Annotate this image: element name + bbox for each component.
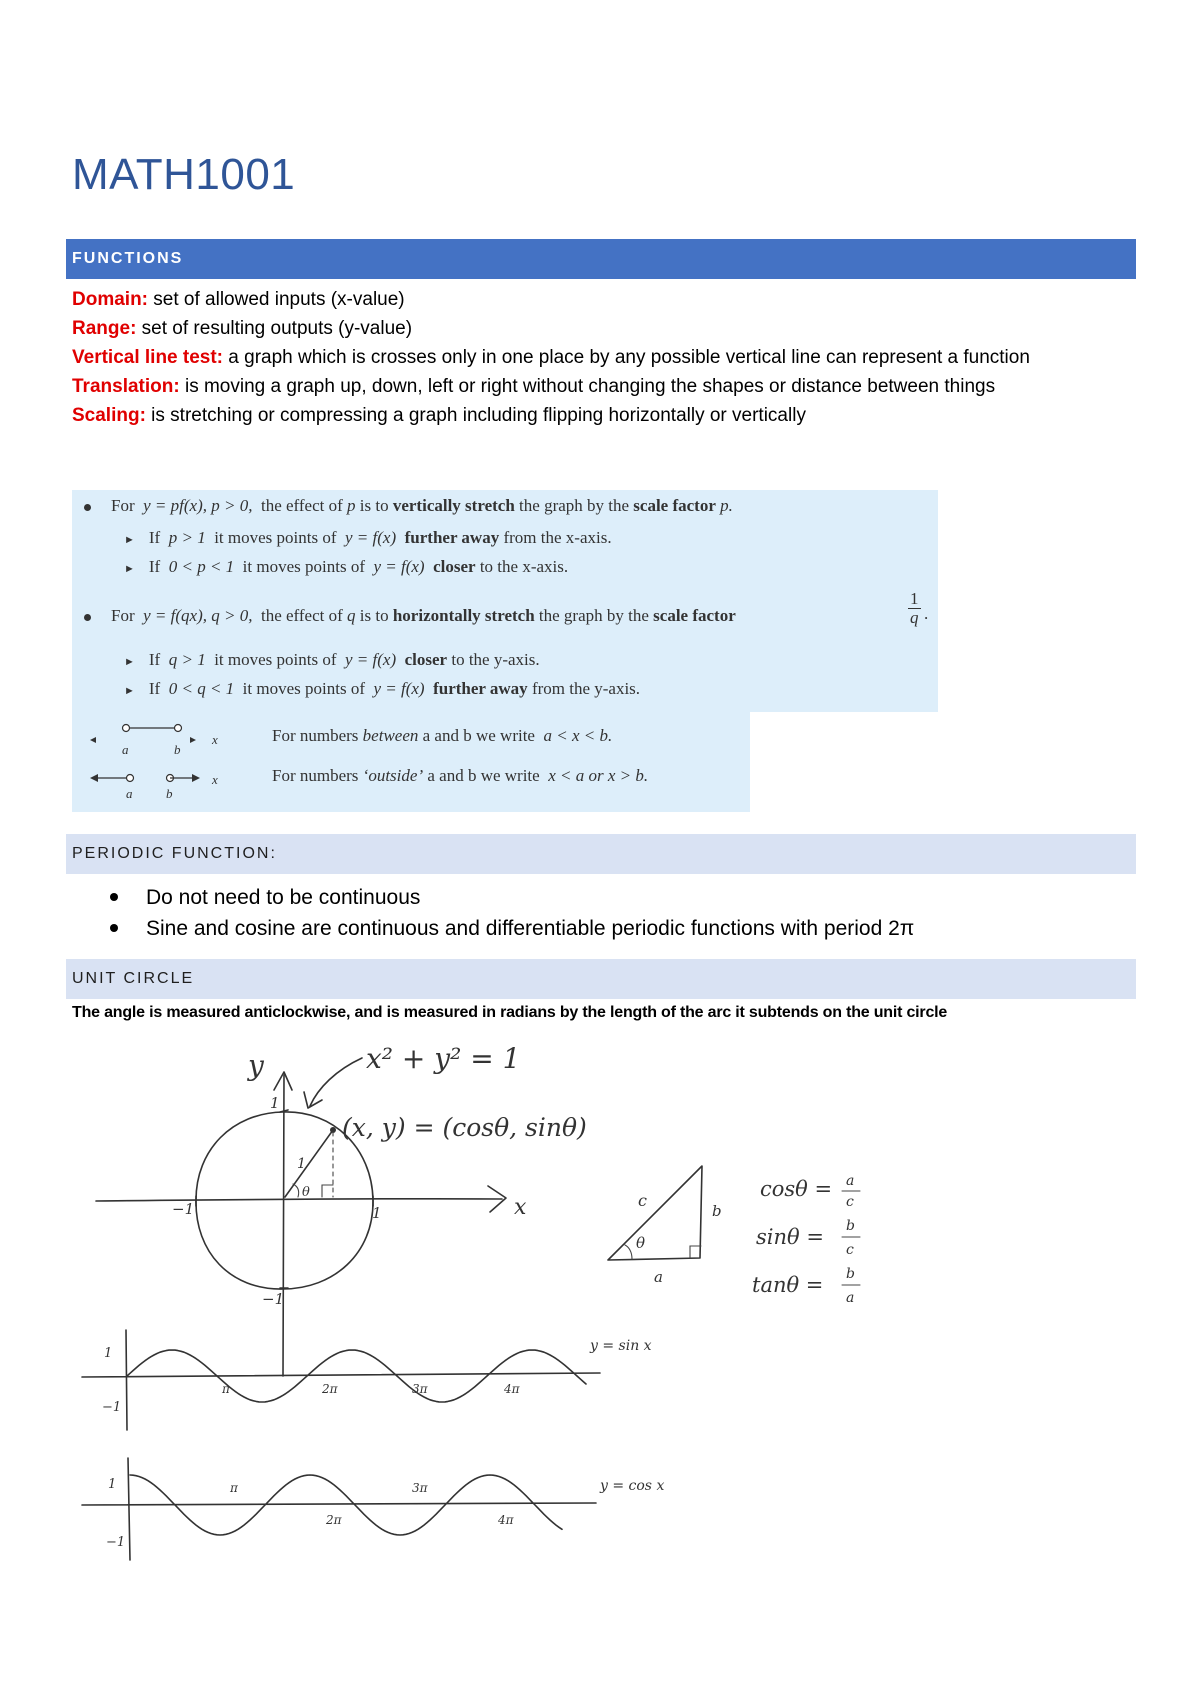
notation-equation: x < a or x > b. (548, 766, 649, 785)
definition-text: set of resulting outputs (y-value) (136, 318, 413, 339)
opposite-label: b (712, 1202, 722, 1220)
rule-equation: y = f(x) (345, 528, 397, 547)
cosine-x-axis (82, 1503, 596, 1505)
rule-equation: y = f(x) (373, 557, 425, 576)
list-item: Sine and cosine are continuous and differentiable periodic functions with period 2π (108, 913, 914, 944)
list-item: Do not need to be continuous (108, 882, 914, 913)
theta-label: θ (636, 1234, 646, 1252)
right-triangle (608, 1166, 702, 1260)
section-header-unit-circle: UNIT CIRCLE (66, 959, 1136, 999)
definition-term: Scaling: (72, 405, 146, 426)
cos-ratio-label: cosθ = (760, 1177, 833, 1201)
tan-ratio-label: tanθ = (752, 1273, 824, 1297)
tick-label-3pi: 3π (412, 1382, 428, 1396)
rule-text: If (148, 679, 161, 698)
label-neg-one: −1 (262, 1290, 285, 1308)
label-one: 1 (108, 1477, 117, 1492)
y-axis-line (283, 1075, 284, 1376)
rule-text: is to (359, 496, 389, 515)
rule-variable: p (347, 496, 356, 515)
rule-equation: p > 1 (168, 528, 206, 547)
rule-emphasis: closer (433, 557, 476, 576)
label-one: 1 (372, 1204, 382, 1222)
tick-label-2pi: 2π (326, 1513, 342, 1527)
rule-equation: 0 < q < 1 (168, 679, 235, 698)
definition-text: is moving a graph up, down, left or right without changing the shapes or distance between things (179, 376, 996, 397)
rule-emphasis: closer (404, 650, 448, 669)
tick-label-3pi: 3π (412, 1481, 428, 1495)
point-coordinates: (x, y) = (cosθ, sinθ) (342, 1113, 587, 1142)
cosine-y-axis (128, 1458, 130, 1560)
definition-term: Vertical line test: (72, 347, 224, 368)
y-axis-arrow-icon (274, 1072, 292, 1090)
triangle-bullet-icon: ► (124, 656, 135, 668)
hypotenuse-label: c (638, 1191, 647, 1210)
notation-text: a and b we write (427, 766, 540, 785)
notation-text: For numbers (272, 766, 359, 785)
notation-emphasis: between (362, 726, 419, 745)
rule-text: it moves points of (214, 650, 337, 669)
notation-emphasis: ‘outside’ (362, 766, 424, 785)
pointer-arrow-line (310, 1058, 362, 1106)
rule-text: the effect of (260, 496, 343, 515)
rule-variable: p. (720, 496, 733, 515)
definition-term: Translation: (72, 376, 180, 397)
rule-emphasis: further away (433, 679, 528, 698)
rule-text: is to (359, 606, 389, 625)
rule-equation: y = f(x) (345, 650, 397, 669)
unit-circle-description: The angle is measured anticlockwise, and is measured in radians by the length of the arc it subtends on the unit circle (72, 1004, 948, 1021)
label-neg-one: −1 (172, 1200, 195, 1218)
rule-text: to the y-axis. (451, 650, 540, 669)
triangle-bullet-icon: ► (124, 534, 135, 546)
rule-text: For (111, 606, 135, 625)
triangle-bullet-icon: ► (124, 563, 135, 575)
adjacent-label: a (654, 1268, 663, 1286)
label-one: 1 (104, 1346, 113, 1361)
cosine-graph-label: y = cos x (600, 1478, 665, 1494)
definition-text: a graph which is crosses only in one place by any possible vertical line can represent a function (223, 347, 1030, 368)
theta-label: θ (302, 1185, 310, 1200)
tick-label-pi: π (230, 1481, 238, 1495)
tick-label-4pi: 4π (504, 1382, 520, 1396)
rule-emphasis: further away (404, 528, 500, 547)
rule-text: the graph by the (519, 496, 630, 515)
triangle-bullet-icon: ► (124, 685, 135, 697)
definition-text: set of allowed inputs (x-value) (148, 289, 405, 310)
rule-text: the effect of (260, 606, 343, 625)
definition-text: is stretching or compressing a graph including flipping horizontally or vertically (145, 405, 806, 426)
tick-label-pi: π (222, 1382, 230, 1396)
sine-x-axis (82, 1373, 600, 1377)
circle-equation: x² + y² = 1 (366, 1042, 521, 1075)
rule-text: For (111, 496, 135, 515)
notation-text: For numbers (272, 726, 359, 745)
tick-label-2pi: 2π (322, 1382, 338, 1396)
label-one: 1 (270, 1094, 280, 1112)
rule-text: it moves points of (214, 528, 337, 547)
sine-y-axis (126, 1330, 127, 1430)
angle-arc (625, 1245, 632, 1259)
cos-numerator: a (846, 1173, 855, 1189)
cos-denominator: c (846, 1194, 854, 1210)
definition-term: Range: (72, 318, 137, 339)
label-b: b (166, 786, 173, 801)
page-title: MATH1001 (72, 150, 296, 199)
x-axis-label: x (514, 1195, 527, 1220)
rule-emphasis: horizontally stretch (392, 606, 535, 625)
rule-text: If (148, 557, 161, 576)
radius-label: 1 (297, 1156, 306, 1172)
section-header-functions: FUNCTIONS (66, 239, 1136, 279)
tan-denominator: a (846, 1290, 855, 1306)
sin-ratio-label: sinθ = (756, 1225, 824, 1249)
notation-text: a and b we write (422, 726, 535, 745)
x-axis-line (96, 1199, 502, 1201)
tick-label-4pi: 4π (498, 1513, 514, 1527)
rule-equation: 0 < p < 1 (168, 557, 235, 576)
rule-text: to the x-axis. (479, 557, 569, 576)
label-neg-one: −1 (102, 1400, 122, 1415)
section-header-periodic: PERIODIC FUNCTION: (66, 834, 1136, 874)
fraction-numerator: 1 (910, 589, 919, 608)
rule-equation: y = f(qx), q > 0, (143, 606, 253, 625)
label-a: a (126, 786, 133, 801)
rule-emphasis: scale factor (633, 496, 716, 515)
y-axis-label: y (248, 1049, 264, 1082)
rule-equation: q > 1 (168, 650, 206, 669)
label-b: b (174, 742, 181, 757)
rule-text: If (148, 528, 161, 547)
label-neg-one: −1 (106, 1535, 126, 1550)
notation-equation: a < x < b. (543, 726, 613, 745)
label-a: a (122, 742, 129, 757)
rule-emphasis: scale factor (653, 606, 736, 625)
sin-denominator: c (846, 1242, 854, 1258)
rule-text: it moves points of (242, 557, 365, 576)
right-angle-marker (322, 1185, 333, 1197)
fraction-denominator: q (910, 608, 919, 627)
rule-equation: y = f(x) (373, 679, 425, 698)
definition-term: Domain: (72, 289, 148, 310)
rule-text: it moves points of (242, 679, 365, 698)
rule-text: the graph by the (538, 606, 649, 625)
rule-variable: q (347, 606, 356, 625)
rule-text: from the y-axis. (531, 679, 641, 698)
label-x: x (212, 732, 218, 747)
rule-equation: y = pf(x), p > 0, (143, 496, 253, 515)
label-x: x (212, 772, 218, 787)
sin-numerator: b (846, 1218, 855, 1234)
rule-text: . (924, 604, 929, 623)
rule-text: from the x-axis. (503, 528, 612, 547)
sine-graph-label: y = sin x (590, 1338, 652, 1354)
rule-text: If (148, 650, 161, 669)
tan-numerator: b (846, 1266, 855, 1282)
rule-emphasis: vertically stretch (392, 496, 515, 515)
